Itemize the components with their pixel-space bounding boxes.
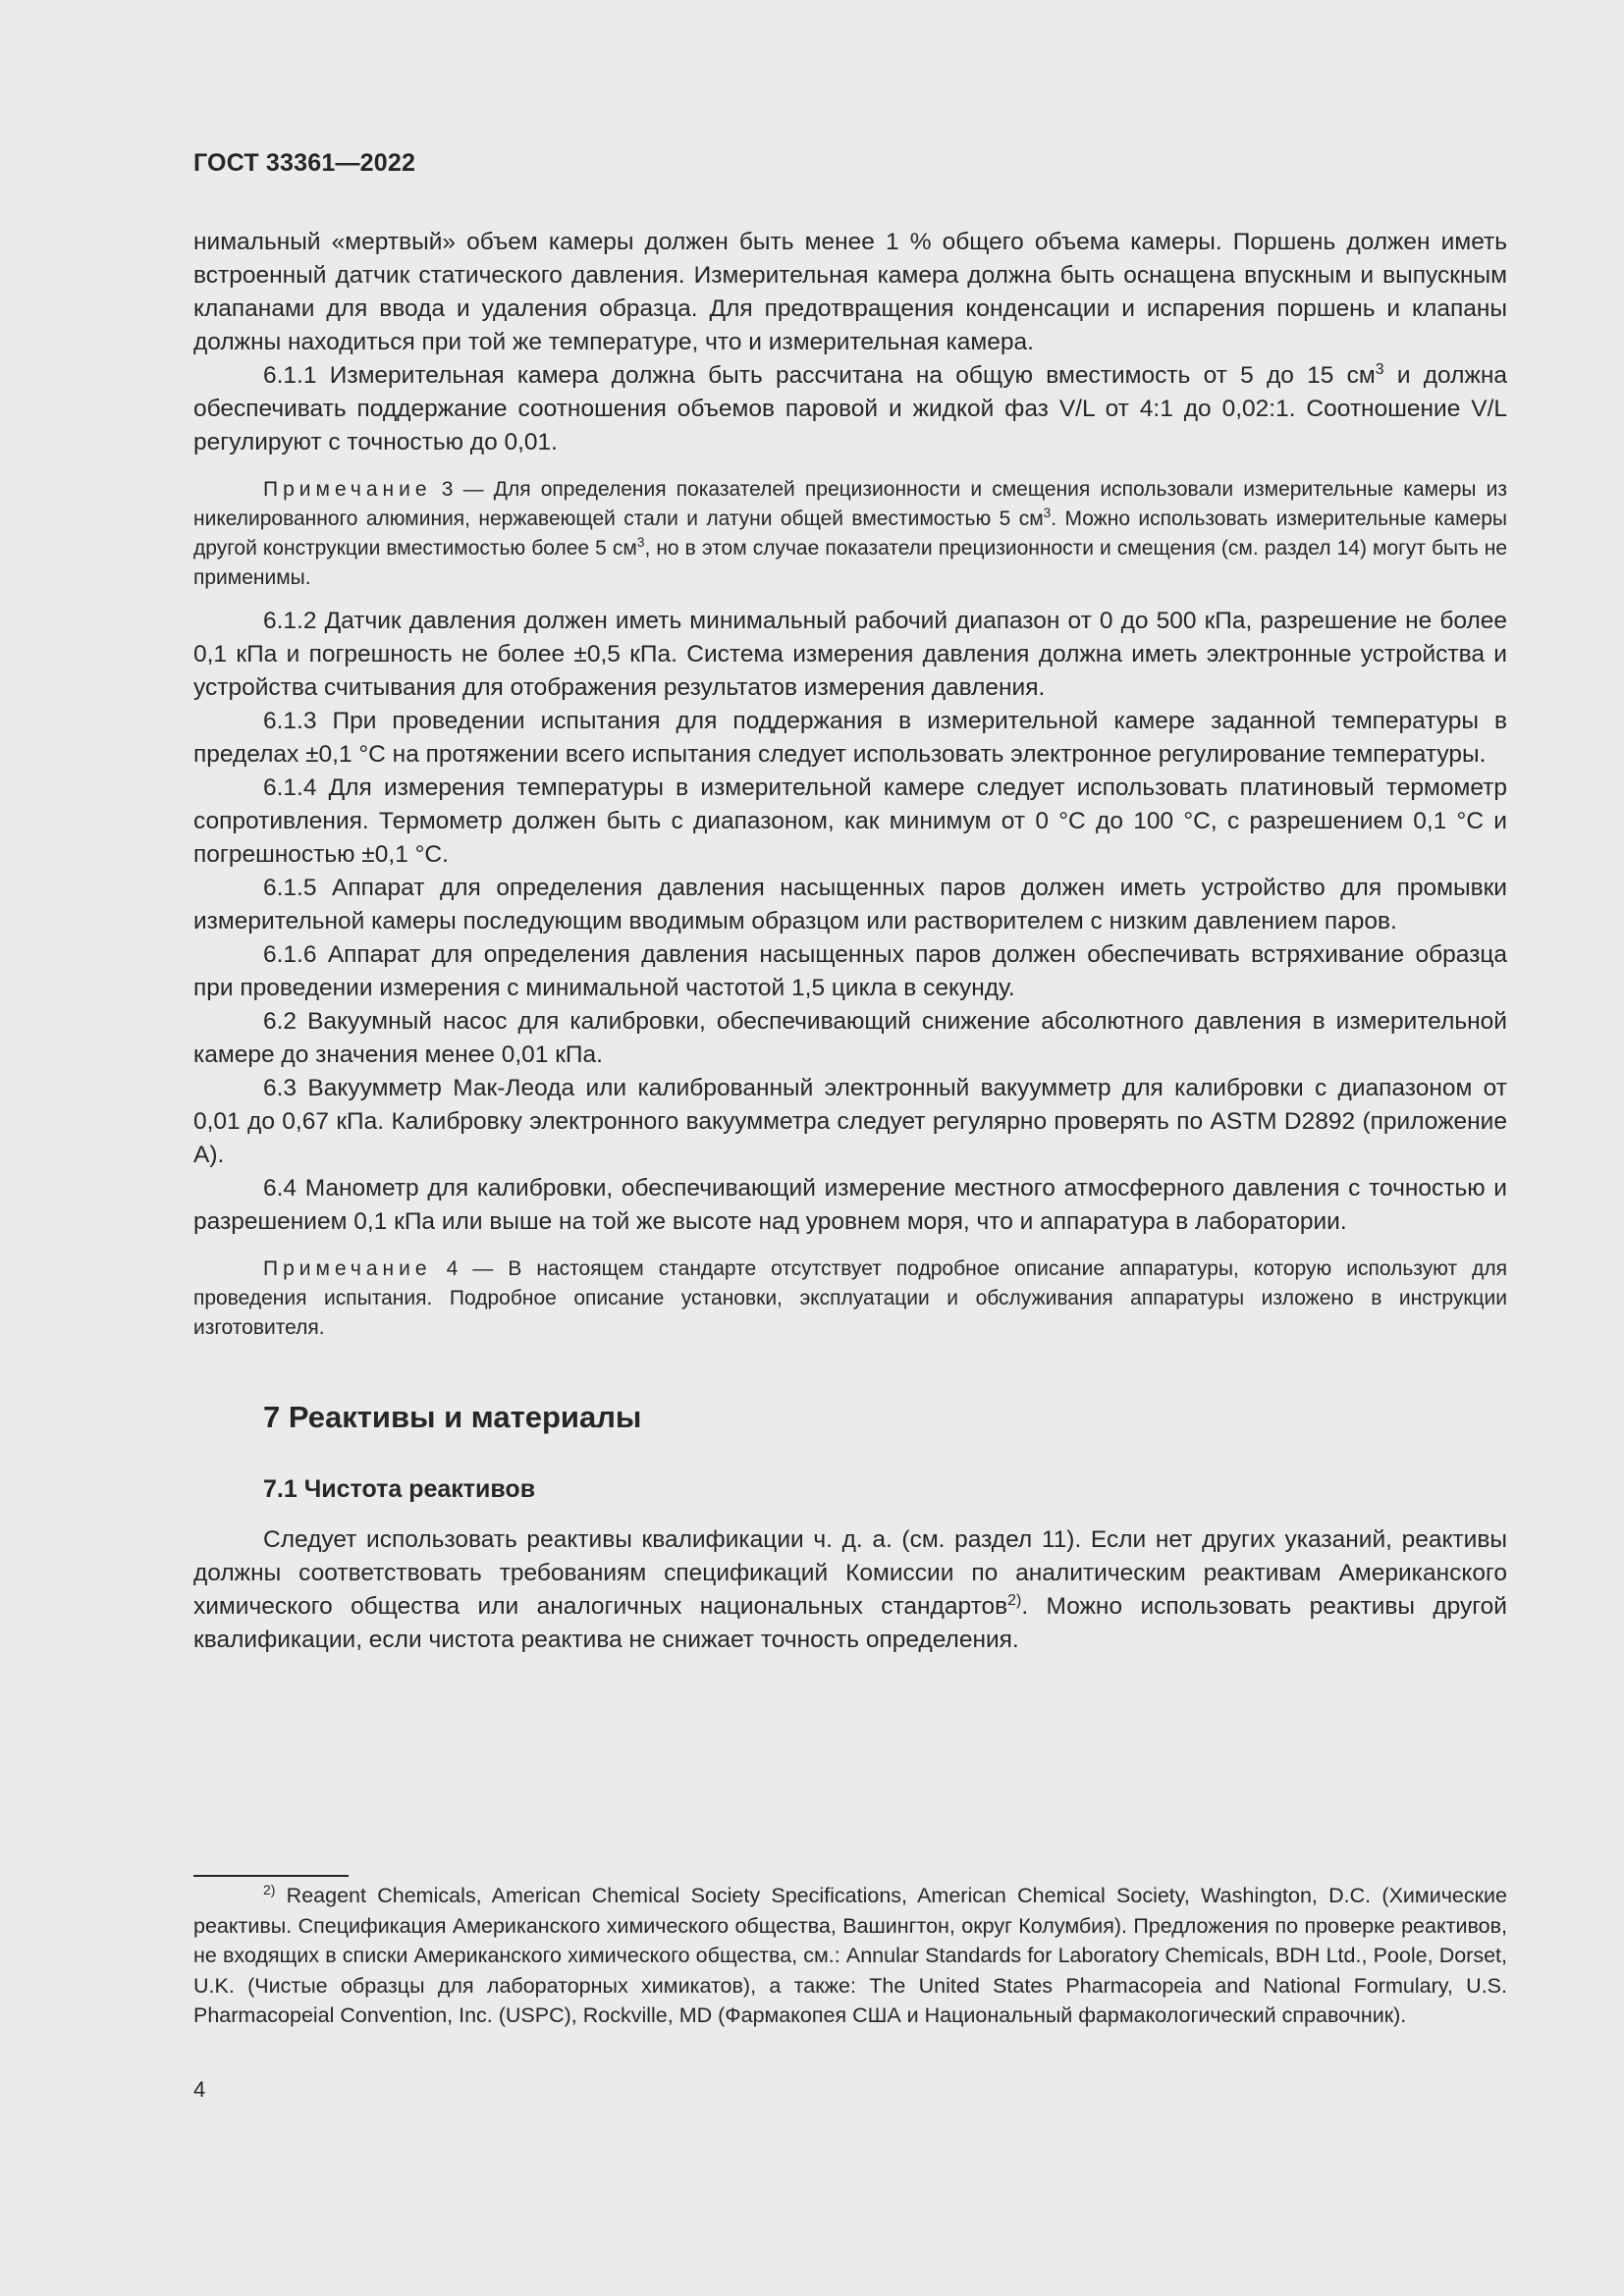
superscript: 3 — [636, 535, 645, 550]
paragraph-6-3: 6.3 Вакуумметр Мак-Леода или калиброванный электронный вакуумметр для калибровки с диапазоном от 0,01 до 0,67 кПа. Калибровку электронного вакуумметра следует регулярно проверять по ASTM D2892 (приложение А). — [193, 1075, 1507, 1168]
note-3-text-c: , но в этом случае показатели прецизионности и смещения (см. раздел 14) могут быть не применимы. — [193, 537, 1507, 589]
main-content — [193, 226, 1507, 1657]
paragraph-6-1-6: 6.1.6 Аппарат для определения давления насыщенных паров должен обеспечивать встряхивание образца при проведении измерения с минимальной частотой 1,5 цикла в секунду. — [193, 941, 1507, 1001]
paragraph-6-1-4: 6.1.4 Для измерения температуры в измерительной камере следует использовать платиновый термометр сопротивления. Термометр должен быть с диапазоном, как минимум от 0 °С до 100 °С, с разрешением 0,1 °С и погрешностью ±0,1 °С. — [193, 774, 1507, 868]
note-3 — [193, 475, 1507, 593]
note-3-text-a: 3 — Для определения показателей прецизионности и смещения использовали измерительные камеры из никелированного алюминия, нержавеющей стали и латуни общей вместимостью 5 см — [193, 478, 1507, 530]
paragraph-continuation: нимальный «мертвый» объем камеры должен быть менее 1 % общего объема камеры. Поршень должен иметь встроенный датчик статического давления. Измерительная камера должна быть оснащена впускным и выпускным клапанами для ввода и удаления образца. Для предотвращения конденсации и испарения поршень и клапаны должны находиться при той же температуре, что и измерительная камера. — [193, 229, 1507, 355]
footnote-reference: 2) — [1007, 1591, 1022, 1609]
footnote-text: Reagent Chemicals, American Chemical Society Specifications, American Chemical Society, Washington, D.C. (Химические реактивы. Спецификация Американского химического общества, Вашингтон, округ Колумбия). Предложения по проверке реактивов, не входящих в списки Американского химического общества, см.: Annular Standards for Laboratory Chemicals, BDH Ltd., Poole, Dorset, U.K. (Чистые образцы для лабораторных химикатов), а также: The United States Pharmacopeia and National Formulary, U.S. Pharmacopeial Convention, Inc. (USPC), Rockville, MD (Фармакопея США и Национальный фармакологический справочник). — [193, 1884, 1507, 2027]
section-7-heading: 7 Реактивы и материалы — [263, 1400, 642, 1434]
paragraph-6-2: 6.2 Вакуумный насос для калибровки, обеспечивающий снижение абсолютного давления в измерительной камере до значения менее 0,01 кПа. — [193, 1008, 1507, 1068]
section-7-1-heading: 7.1 Чистота реактивов — [263, 1475, 536, 1503]
paragraph-7-1 — [193, 1523, 1507, 1657]
paragraph-6-1-1 — [193, 359, 1507, 459]
note-4-text: 4 — В настоящем стандарте отсутствует подробное описание аппаратуры, которую используют для проведения испытания. Подробное описание установки, эксплуатации и обслуживания аппаратуры изложено в инструкции изготовителя. — [193, 1257, 1507, 1339]
footnote-separator — [193, 1875, 349, 1877]
paragraph-7-1-text-a: Следует использовать реактивы квалификации ч. д. а. (см. раздел 11). Если нет других указаний, реактивы должны соответствовать требованиям спецификаций Комиссии по аналитическим реактивам Американского химического общества или аналогичных национальных стандартов — [193, 1526, 1507, 1620]
document-header: ГОСТ 33361—2022 — [193, 149, 416, 177]
note-3-label: Примечание — [263, 478, 432, 501]
paragraph-6-1-2: 6.1.2 Датчик давления должен иметь минимальный рабочий диапазон от 0 до 500 кПа, разрешение не более 0,1 кПа и погрешность не более ±0,5 кПа. Система измерения давления должна иметь электронные устройства и устройства считывания для отображения результатов измерения давления. — [193, 608, 1507, 701]
footnote-mark: 2) — [263, 1881, 276, 1897]
paragraph-6-1-3: 6.1.3 При проведении испытания для поддержания в измерительной камере заданной температуры в пределах ±0,1 °С на протяжении всего испытания следует использовать электронное регулирование температуры. — [193, 708, 1507, 768]
note-4 — [193, 1255, 1507, 1343]
superscript: 3 — [1043, 506, 1052, 520]
paragraph-6-1-1-text-a: 6.1.1 Измерительная камера должна быть рассчитана на общую вместимость от 5 до 15 см — [263, 362, 1376, 389]
note-3-text-b: . Можно использовать измерительные камеры другой конструкции вместимостью более 5 см — [193, 507, 1508, 560]
page-number: 4 — [193, 2077, 206, 2102]
paragraph-6-1-1-text-b: и должна обеспечивать поддержание соотношения объемов паровой и жидкой фаз V/L от 4:1 до 0,02:1. Соотношение V/L регулируют с точностью до 0,01. — [193, 362, 1507, 455]
footnote — [193, 1881, 1507, 2031]
superscript: 3 — [1375, 360, 1384, 378]
paragraph-6-4: 6.4 Манометр для калибровки, обеспечивающий измерение местного атмосферного давления с точностью и разрешением 0,1 кПа или выше на той же высоте над уровнем моря, что и аппаратура в лаборатории. — [193, 1175, 1507, 1235]
paragraph-6-1-5: 6.1.5 Аппарат для определения давления насыщенных паров должен иметь устройство для промывки измерительной камеры последующим вводимым образцом или растворителем с низким давлением паров. — [193, 875, 1507, 934]
paragraph-7-1-text-b: . Можно использовать реактивы другой квалификации, если чистота реактива не снижает точность определения. — [193, 1593, 1507, 1653]
note-4-label: Примечание — [263, 1257, 432, 1280]
